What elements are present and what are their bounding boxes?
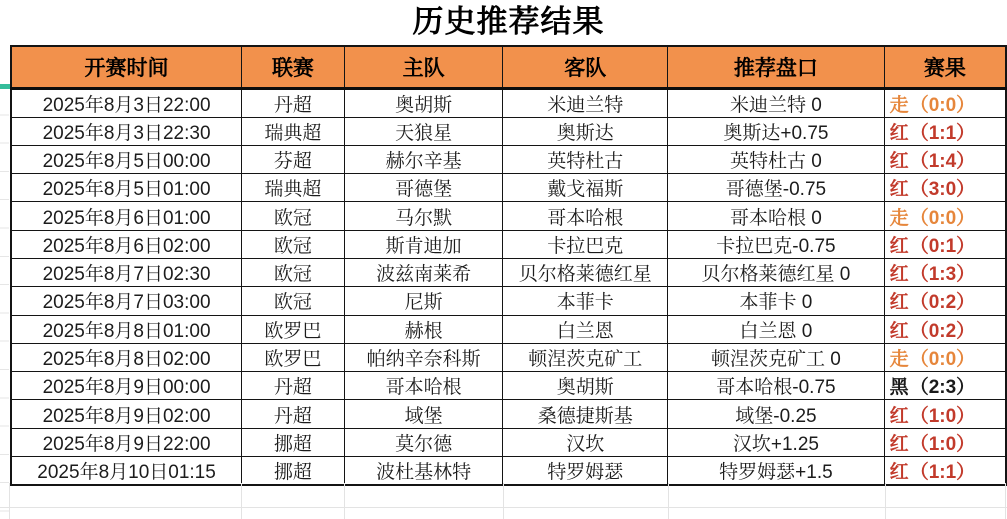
cell-handicap[interactable]: 英特杜古 0	[668, 145, 884, 173]
cell-result[interactable]	[884, 230, 1006, 258]
result-label: 红	[889, 405, 909, 427]
cell-time[interactable]: 2025年8月3日22:00	[11, 88, 242, 117]
cell-handicap[interactable]: 域堡-0.25	[668, 400, 884, 428]
cell-away[interactable]: 卡拉巴克	[503, 230, 668, 258]
result-label: 红	[889, 179, 909, 201]
sheet-selection-marker	[0, 84, 10, 89]
table-row	[11, 428, 1006, 456]
cell-league[interactable]: 挪超	[242, 457, 345, 486]
column-header[interactable]: 推荐盘口	[668, 46, 884, 88]
table-row	[11, 230, 1006, 258]
column-header[interactable]: 赛果	[884, 46, 1006, 88]
cell-time[interactable]: 2025年8月5日01:00	[11, 174, 242, 202]
cell-away[interactable]: 哥本哈根	[503, 202, 668, 230]
result-label: 红	[889, 264, 909, 286]
header-row	[11, 46, 1006, 88]
result-label: 走	[889, 207, 909, 229]
result-label: 红	[889, 150, 909, 172]
cell-handicap[interactable]: 米迪兰特 0	[668, 88, 884, 117]
result-label: 走	[889, 94, 909, 116]
result-score: （2:3）	[909, 377, 976, 399]
cell-league[interactable]: 瑞典超	[242, 117, 345, 145]
grid-line	[0, 507, 1007, 508]
result-label: 黑	[889, 377, 909, 399]
cell-time[interactable]: 2025年8月8日01:00	[11, 315, 242, 343]
cell-time[interactable]: 2025年8月5日00:00	[11, 145, 242, 173]
result-score: （1:0）	[909, 433, 976, 455]
cell-away[interactable]: 米迪兰特	[503, 88, 668, 117]
grid-line	[668, 483, 669, 519]
cell-handicap[interactable]: 贝尔格莱德红星 0	[668, 258, 884, 286]
cell-home[interactable]: 域堡	[344, 400, 503, 428]
result-label: 红	[889, 122, 909, 144]
cell-time[interactable]: 2025年8月6日02:00	[11, 230, 242, 258]
cell-away[interactable]: 桑德捷斯基	[503, 400, 668, 428]
column-header[interactable]: 客队	[503, 46, 668, 88]
cell-league[interactable]: 欧冠	[242, 287, 345, 315]
result-label: 红	[889, 292, 909, 314]
cell-away[interactable]: 奥胡斯	[503, 372, 668, 400]
cell-result[interactable]	[884, 258, 1006, 286]
table-body	[11, 88, 1006, 485]
table-row	[11, 400, 1006, 428]
cell-league[interactable]: 丹超	[242, 88, 345, 117]
cell-away[interactable]: 英特杜古	[503, 145, 668, 173]
cell-league[interactable]: 欧冠	[242, 258, 345, 286]
cell-time[interactable]: 2025年8月9日02:00	[11, 400, 242, 428]
cell-result[interactable]	[884, 457, 1006, 486]
table-row	[11, 372, 1006, 400]
result-label: 红	[889, 235, 909, 257]
cell-away[interactable]: 戴戈福斯	[503, 174, 668, 202]
cell-time[interactable]: 2025年8月9日00:00	[11, 372, 242, 400]
table-row	[11, 457, 1006, 486]
cell-handicap[interactable]: 卡拉巴克-0.75	[668, 230, 884, 258]
result-label: 红	[889, 433, 909, 455]
result-label: 红	[889, 462, 909, 484]
cell-league[interactable]: 欧冠	[242, 230, 345, 258]
column-header[interactable]: 主队	[344, 46, 503, 88]
result-score: （0:0）	[909, 207, 976, 229]
table-row	[11, 315, 1006, 343]
cell-result[interactable]	[884, 145, 1006, 173]
cell-handicap[interactable]: 哥德堡-0.75	[668, 174, 884, 202]
cell-time[interactable]: 2025年8月8日02:00	[11, 343, 242, 371]
cell-time[interactable]: 2025年8月7日02:30	[11, 258, 242, 286]
result-score: （0:0）	[909, 94, 976, 116]
table-row	[11, 117, 1006, 145]
cell-result[interactable]	[884, 400, 1006, 428]
cell-away[interactable]: 白兰恩	[503, 315, 668, 343]
table-row	[11, 287, 1006, 315]
column-header[interactable]: 联赛	[242, 46, 345, 88]
cell-away[interactable]: 顿涅茨克矿工	[503, 343, 668, 371]
cell-league[interactable]: 欧冠	[242, 202, 345, 230]
cell-time[interactable]: 2025年8月3日22:30	[11, 117, 242, 145]
cell-result[interactable]	[884, 88, 1006, 117]
cell-handicap[interactable]: 白兰恩 0	[668, 315, 884, 343]
cell-handicap[interactable]: 特罗姆瑟+1.5	[668, 457, 884, 486]
cell-result[interactable]	[884, 174, 1006, 202]
result-score: （1:1）	[909, 462, 976, 484]
cell-away[interactable]: 特罗姆瑟	[503, 457, 668, 486]
column-header[interactable]: 开赛时间	[11, 46, 242, 88]
sheet-row-margin	[0, 87, 9, 519]
cell-result[interactable]	[884, 372, 1006, 400]
result-score: （1:0）	[909, 405, 976, 427]
cell-home[interactable]: 尼斯	[344, 287, 503, 315]
result-score: （3:0）	[909, 179, 976, 201]
cell-home[interactable]: 斯肯迪加	[344, 230, 503, 258]
cell-result[interactable]	[884, 343, 1006, 371]
table-row	[11, 88, 1006, 117]
cell-away[interactable]: 贝尔格莱德红星	[503, 258, 668, 286]
cell-time[interactable]: 2025年8月6日01:00	[11, 202, 242, 230]
cell-league[interactable]: 欧罗巴	[242, 315, 345, 343]
cell-home[interactable]: 哥本哈根	[344, 372, 503, 400]
result-label: 走	[889, 349, 909, 371]
cell-time[interactable]: 2025年8月10日01:15	[11, 457, 242, 486]
cell-away[interactable]: 本菲卡	[503, 287, 668, 315]
cell-league[interactable]: 挪超	[242, 428, 345, 456]
cell-handicap[interactable]: 哥本哈根 0	[668, 202, 884, 230]
cell-handicap[interactable]: 奥斯达+0.75	[668, 117, 884, 145]
results-table	[10, 45, 1007, 486]
page-title: 历史推荐结果	[412, 4, 605, 39]
cell-result[interactable]	[884, 287, 1006, 315]
cell-home[interactable]: 波兹南莱希	[344, 258, 503, 286]
cell-league[interactable]: 欧罗巴	[242, 343, 345, 371]
cell-league[interactable]: 芬超	[242, 145, 345, 173]
table-row	[11, 145, 1006, 173]
cell-league[interactable]: 丹超	[242, 400, 345, 428]
cell-handicap[interactable]: 哥本哈根-0.75	[668, 372, 884, 400]
table-row	[11, 202, 1006, 230]
result-score: （0:0）	[909, 349, 976, 371]
result-score: （0:2）	[909, 292, 976, 314]
cell-away[interactable]: 汉坎	[503, 428, 668, 456]
cell-home[interactable]: 帕纳辛奈科斯	[344, 343, 503, 371]
cell-handicap[interactable]: 本菲卡 0	[668, 287, 884, 315]
grid-line	[344, 483, 345, 519]
cell-home[interactable]: 莫尔德	[344, 428, 503, 456]
grid-line	[9, 483, 10, 519]
cell-home[interactable]: 赫根	[344, 315, 503, 343]
result-score: （0:1）	[909, 235, 976, 257]
cell-home[interactable]: 奥胡斯	[344, 88, 503, 117]
grid-line	[1005, 483, 1006, 519]
table-row	[11, 174, 1006, 202]
table-row	[11, 343, 1006, 371]
cell-time[interactable]: 2025年8月7日03:00	[11, 287, 242, 315]
cell-home[interactable]: 天狼星	[344, 117, 503, 145]
cell-away[interactable]: 奥斯达	[503, 117, 668, 145]
grid-line	[241, 483, 242, 519]
cell-home[interactable]: 马尔默	[344, 202, 503, 230]
table-row	[11, 258, 1006, 286]
cell-time[interactable]: 2025年8月9日22:00	[11, 428, 242, 456]
grid-line	[503, 483, 504, 519]
cell-home[interactable]: 赫尔辛基	[344, 145, 503, 173]
cell-result[interactable]	[884, 202, 1006, 230]
result-score: （1:4）	[909, 150, 976, 172]
result-score: （0:2）	[909, 320, 976, 342]
grid-line	[885, 483, 886, 519]
cell-league[interactable]: 丹超	[242, 372, 345, 400]
result-label: 红	[889, 320, 909, 342]
cell-result[interactable]	[884, 315, 1006, 343]
cell-home[interactable]: 波杜基林特	[344, 457, 503, 486]
cell-league[interactable]: 瑞典超	[242, 174, 345, 202]
cell-handicap[interactable]: 汉坎+1.25	[668, 428, 884, 456]
cell-home[interactable]: 哥德堡	[344, 174, 503, 202]
result-score: （1:3）	[909, 264, 976, 286]
cell-handicap[interactable]: 顿涅茨克矿工 0	[668, 343, 884, 371]
cell-result[interactable]	[884, 117, 1006, 145]
result-score: （1:1）	[909, 122, 976, 144]
cell-result[interactable]	[884, 428, 1006, 456]
